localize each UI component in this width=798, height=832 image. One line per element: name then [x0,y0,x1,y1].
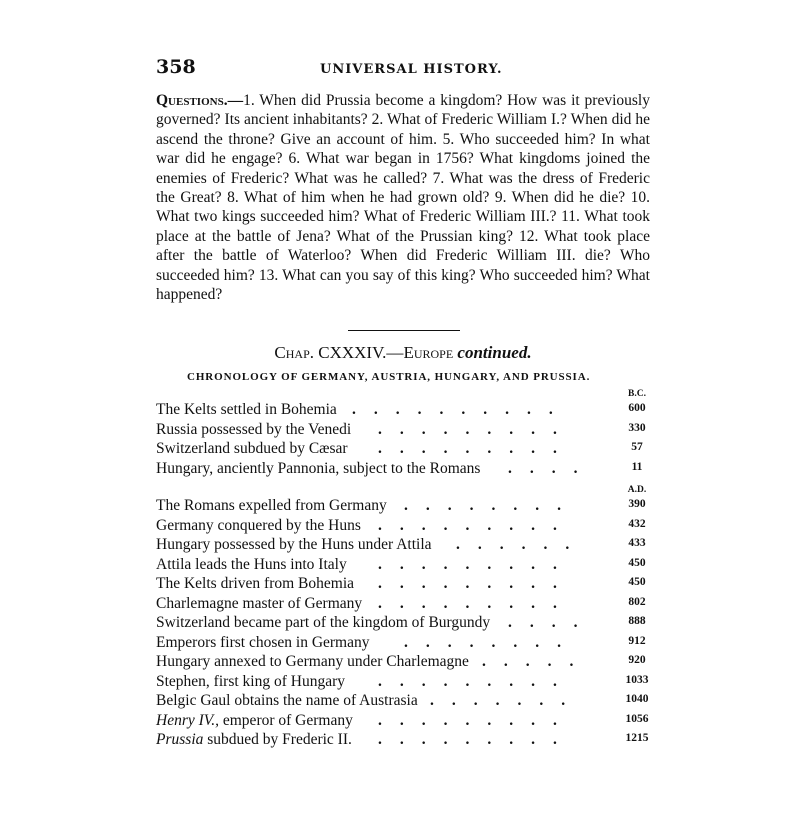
entry-event-text: Stephen, first king of Hungary [156,672,345,690]
ad-era-label: A.D. [627,485,647,495]
entry-year: 390 [628,498,646,510]
chronology-entry [156,595,656,615]
entry-event-text: Belgic Gaul obtains the name of Austrasia [156,692,418,709]
entry-event [156,692,418,710]
leader-dots: ...... [456,536,588,553]
entry-event [156,401,337,419]
bc-era-label: B.C. [628,389,646,399]
chronology-entry [156,692,656,712]
entry-year: 330 [628,421,646,434]
entry-year: 888 [628,615,646,627]
entry-event-text: subdued by Frederic II. [203,731,352,748]
chronology-entry [156,575,656,595]
leader-dots: ..... [482,653,592,670]
ad-entries [156,497,656,751]
entry-event [156,556,347,574]
entry-event-text: Charlemagne master of Germany [156,594,363,612]
questions-label: Questions.— [156,92,244,109]
entry-event-text: Emperors first chosen in Germany [156,633,370,651]
chapter-heading [156,343,650,363]
chronology-entry [156,673,656,693]
entry-year: 433 [628,537,646,549]
chronology-entry [156,653,656,673]
chronology-entry [156,634,656,654]
leader-dots: ......... [378,440,575,457]
leader-dots: ........ [404,497,579,514]
chronology-entry [156,556,656,576]
entry-year: 57 [631,441,643,453]
leader-dots: ....... [430,692,584,709]
leader-dots: ......... [378,420,575,438]
chronology-entry [156,401,656,421]
chronology-entry [156,460,656,480]
entry-year: 450 [628,576,646,588]
entry-event [156,634,370,652]
entry-year: 912 [628,634,646,647]
entry-year: 1056 [625,712,649,725]
entry-event [156,536,432,554]
questions-text: 1. When did Prussia become a kingdom? How was it previously governed? Its ancient inhabitants? 2. What of Frederic William I.? When did he ascend the throne? Give an account of him. 5. Who succeeded him? In what war did he engage? 6. What war began in 1756? What kingdoms joined the enemies of Frederic? What was he called? 7. What was the dress of Frederic the Great? 8. What of him when he had grown old? 9. When did he die? 10. What two kings succeeded him? What of Frederic William III.? 11. What took place at the battle of Jena? What of the Prussian king? 12. What took place after the battle of Waterloo? When did Frederic William III. die? Who succeeded him? 13. What can you say of this king? Who succeeded him? What happened? [156,92,650,304]
chronology-entry [156,440,656,460]
entry-event [156,460,480,478]
entry-event-text: The Romans expelled from Germany [156,497,387,514]
entry-year: 1033 [625,673,649,686]
entry-year: 450 [628,556,646,569]
bc-entries [156,401,656,479]
entry-event [156,653,469,671]
entry-event-text: The Kelts driven from Bohemia [156,575,355,592]
section-rule [348,330,460,331]
entry-event [156,673,345,691]
leader-dots: ......... [378,594,575,612]
entry-event-text: Germany conquered by the Huns [156,516,361,534]
entry-event [156,517,361,535]
entry-event [156,731,352,749]
leader-dots: ......... [378,575,575,592]
entry-year: 1215 [625,732,649,744]
page-number: 358 [156,56,196,78]
leader-dots: ........ [404,633,579,651]
entry-event-italic: Henry IV., [156,711,219,729]
entry-event-text: Hungary annexed to Germany under Charlemagne [156,653,469,670]
leader-dots: .... [508,614,596,631]
entry-year: 11 [631,460,643,473]
entry-event [156,575,354,593]
entry-event [156,595,362,613]
entry-event-text: Hungary, anciently Pannonia, subject to the Romans [156,459,481,477]
chronology-entry [156,712,656,732]
entry-event [156,497,387,515]
entry-event [156,614,490,632]
entry-event-text: Attila leads the Huns into Italy [156,555,347,573]
chapter-number: Chap. CXXXIV.— [274,343,404,362]
chapter-suffix: continued. [457,343,532,362]
entry-event-italic: Prussia [156,731,204,748]
entry-event-text: Russia possessed by the Venedi [156,420,352,438]
chronology-entry [156,536,656,556]
entry-year: 432 [628,517,646,530]
entry-event-text: Switzerland subdued by Cæsar [156,440,348,457]
entry-event [156,440,348,458]
chronology-entry [156,517,656,537]
chapter-region: Europe [403,343,454,362]
leader-dots: ......... [378,555,575,573]
chronology-entry [156,497,656,517]
leader-dots: .......... [352,401,571,418]
running-title: UNIVERSAL HISTORY. [320,62,503,77]
entry-event-text: Hungary possessed by the Huns under Attila [156,536,432,553]
questions-paragraph [156,91,650,304]
leader-dots: ......... [378,516,575,534]
leader-dots: ......... [378,672,575,690]
leader-dots: ......... [378,711,575,729]
chronology-entry [156,614,656,634]
entry-event [156,421,351,439]
entry-event [156,712,353,730]
entry-event-text: The Kelts settled in Bohemia [156,401,337,418]
entry-event-text: emperor of Germany [219,711,353,729]
entry-year: 600 [628,402,646,414]
chronology-entry [156,731,656,751]
entry-year: 920 [628,654,646,666]
leader-dots: ......... [378,731,575,748]
entry-year: 802 [628,595,646,608]
chronology-title: CHRONOLOGY OF GERMANY, AUSTRIA, HUNGARY, AND PRUSSIA. [187,371,591,383]
entry-event-text: Switzerland became part of the kingdom of Burgundy [156,614,491,631]
entry-year: 1040 [625,693,649,705]
chronology-entry [156,421,656,441]
leader-dots: .... [508,459,596,477]
